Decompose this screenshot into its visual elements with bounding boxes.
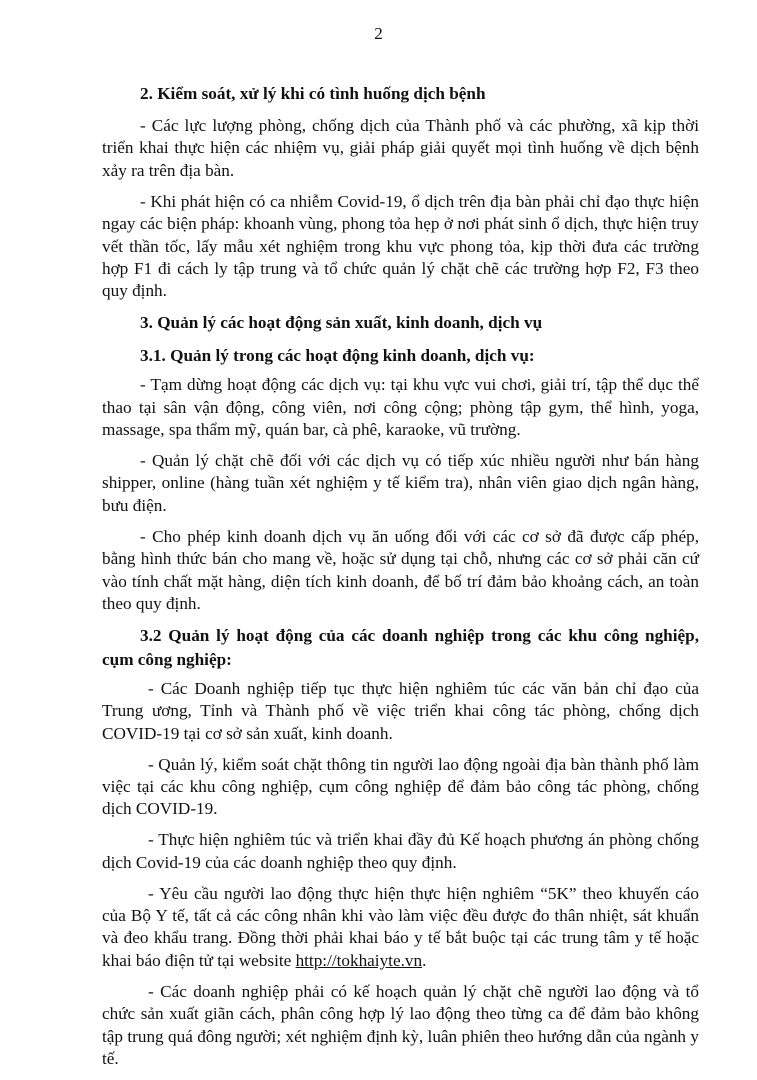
section-3-2-paragraph-3: - Thực hiện nghiêm túc và triển khai đầy đủ Kế hoạch phương án phòng chống dịch Covid-19 của các doanh nghiệp theo quy định. [102, 830, 699, 872]
section-3-2-paragraph-2: - Quản lý, kiểm soát chặt thông tin người lao động ngoài địa bàn thành phố làm việc tại các khu công nghiệp, cụm công nghiệp để đảm bảo công tác phòng, chống dịch COVID-19. [102, 754, 699, 819]
section-3-1-paragraph-1: - Tạm dừng hoạt động các dịch vụ: tại khu vực vui chơi, giải trí, tập thể dục thể thao tại sân vận động, công viên, nơi công cộng; phòng tập gym, thể hình, yoga, massage, spa thẩm mỹ, quán bar, cà phê, karaoke, vũ trường. [102, 375, 699, 440]
section-3-2-paragraph-4-text: - Yêu cầu người lao động thực hiện thực hiện nghiêm “5K” theo khuyến cáo của Bộ Y tế, tất cả các công nhân khi vào làm việc đều được đo thân nhiệt, sát khuẩn và đeo khẩu trang. Đồng thời phải khai báo y tế bắt buộc tại các trung tâm y tế hoặc khai báo điện tử tại website [102, 883, 699, 970]
section-3-1-paragraph-3: - Cho phép kinh doanh dịch vụ ăn uống đối với các cơ sở đã được cấp phép, bằng hình thức bán cho mang về, hoặc sử dụng tại chỗ, nhưng các cơ sở phải căn cứ vào tính chất mặt hàng, diện tích kinh doanh, để bố trí đảm bảo khoảng cách, an toàn theo quy định. [102, 526, 699, 613]
section-3-1-heading: 3.1. Quản lý trong các hoạt động kinh doanh, dịch vụ: [140, 346, 535, 366]
website-link[interactable]: http://tokhaiyte.vn [295, 950, 423, 970]
section-3-2-paragraph-4 [102, 883, 699, 973]
section-3-1-paragraph-2: - Quản lý chặt chẽ đối với các dịch vụ có tiếp xúc nhiều người như bán hàng shipper, online (hàng tuần xét nghiệm y tế kiểm tra), nhân viên giao dịch ngân hàng, bưu điện. [102, 450, 699, 515]
section-3-2-heading: 3.2 Quản lý hoạt động của các doanh nghiệp trong các khu công nghiệp, cụm công nghiệp: [102, 625, 699, 669]
section-3-2-paragraph-4-end: . [422, 950, 427, 970]
section-3-heading: 3. Quản lý các hoạt động sản xuất, kinh doanh, dịch vụ [140, 313, 543, 333]
section-2-paragraph-2: - Khi phát hiện có ca nhiễm Covid-19, ổ dịch trên địa bàn phải chỉ đạo thực hiện ngay các biện pháp: khoanh vùng, phong tỏa hẹp ở nơi phát sinh ổ dịch, thực hiện truy vết thần tốc, lấy mẫu xét nghiệm trong khu vực phong tỏa, kịp thời đưa các trường hợp F1 đi cách ly tập trung và tổ chức quản lý chặt chẽ các trường hợp F2, F3 theo quy định. [102, 191, 699, 301]
page-number: 2 [374, 24, 383, 43]
section-2-paragraph-1: - Các lực lượng phòng, chống dịch của Thành phố và các phường, xã kịp thời triển khai thực hiện các nhiệm vụ, giải pháp giải quyết mọi tình huống về dịch bệnh xảy ra trên địa bàn. [102, 116, 699, 180]
section-3-2-paragraph-1: - Các Doanh nghiệp tiếp tục thực hiện nghiêm túc các văn bản chỉ đạo của Trung ương, Tỉnh và Thành phố về việc triển khai công tác phòng, chống dịch COVID-19 tại cơ sở sản xuất, kinh doanh. [102, 678, 699, 743]
document-body [102, 82, 699, 1079]
section-3-2-paragraph-5: - Các doanh nghiệp phải có kế hoạch quản lý chặt chẽ người lao động và tổ chức sản xuất giãn cách, phân công hợp lý lao động theo từng ca để đảm bảo không tập trung quá đông người; xét nghiệm định kỳ, luân phiên theo hướng dẫn của ngành y tế. [102, 981, 699, 1068]
section-2-heading: 2. Kiểm soát, xử lý khi có tình huống dịch bệnh [140, 84, 486, 103]
